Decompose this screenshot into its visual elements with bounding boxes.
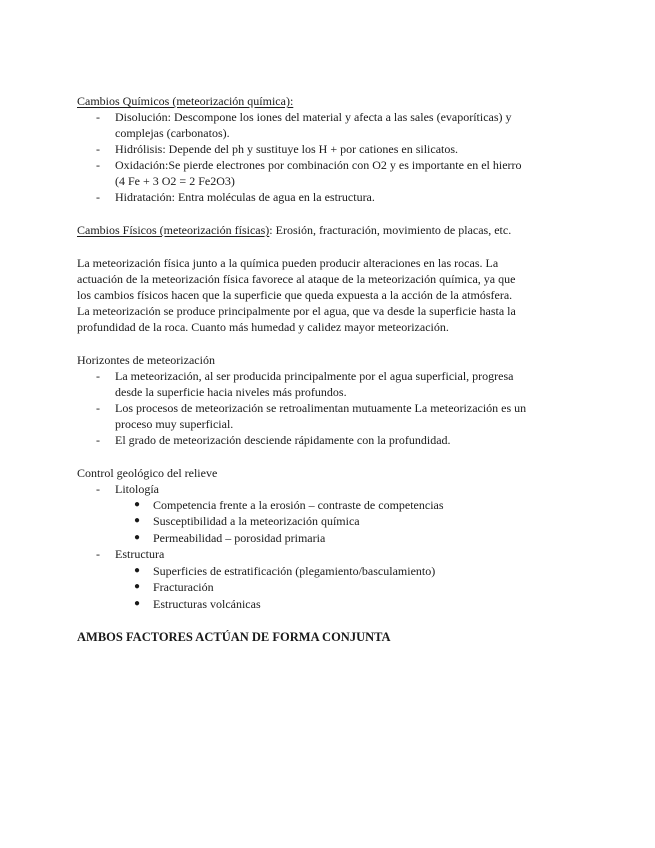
bullet-icon: ● [134, 515, 141, 526]
dash-marker: - [96, 158, 100, 172]
list-item-hidrolisis: Hidrólisis: Depende del ph y sustituye los H + por cationes en silicatos. [115, 142, 459, 156]
bullet-icon: ● [134, 565, 141, 576]
bullet-icon: ● [134, 598, 141, 609]
bullet-icon: ● [134, 532, 141, 543]
dash-marker: - [96, 401, 100, 415]
dash-marker: - [96, 190, 100, 204]
list-item: La meteorización, al ser producida principalmente por el agua superficial, progresa [115, 369, 514, 383]
dash-marker: - [96, 110, 100, 124]
section-fisicos [77, 222, 511, 238]
list-item-cont: proceso muy superficial. [115, 417, 234, 431]
paragraph-line: actuación de la meteorización física favorece al ataque de la meteorización química, ya que [77, 272, 516, 286]
list-item-disolucion-cont: complejas (carbonatos). [115, 126, 230, 140]
conclusion-heading: AMBOS FACTORES ACTÚAN DE FORMA CONJUNTA [77, 630, 391, 644]
section-heading-control: Control geológico del relieve [77, 466, 218, 480]
sub-list-item: Superficies de estratificación (plegamiento/basculamiento) [153, 564, 436, 578]
list-item: El grado de meteorización desciende rápidamente con la profundidad. [115, 433, 451, 447]
list-item: Los procesos de meteorización se retroalimentan mutuamente La meteorización es un [115, 401, 527, 415]
list-item-oxidacion: Oxidación:Se pierde electrones por combinación con O2 y es importante en el hierro [115, 158, 522, 172]
paragraph-line: La meteorización se produce principalmente por el agua, que va desde la superficie hasta la [77, 304, 516, 318]
fisicos-text: : Erosión, fracturación, movimiento de placas, etc. [269, 223, 512, 237]
dash-marker: - [96, 547, 100, 561]
paragraph-line: profundidad de la roca. Cuanto más humedad y calidez mayor meteorización. [77, 320, 449, 334]
dash-marker: - [96, 433, 100, 447]
sub-list-item: Fracturación [153, 580, 214, 594]
dash-marker: - [96, 142, 100, 156]
group-label-estructura: Estructura [115, 547, 165, 561]
section-heading-horizontes: Horizontes de meteorización [77, 353, 215, 367]
section-heading-quimicos: Cambios Químicos (meteorización química): [77, 94, 294, 108]
paragraph-line: los cambios físicos hacen que la superficie que queda expuesta a la acción de la atmósfera. [77, 288, 513, 302]
group-label-litologia: Litología [115, 482, 159, 496]
list-item-oxidacion-cont: (4 Fe + 3 O2 = 2 Fe2O3) [115, 174, 235, 188]
paragraph-line: La meteorización física junto a la química pueden producir alteraciones en las rocas. La [77, 256, 499, 270]
dash-marker: - [96, 369, 100, 383]
sub-list-item: Competencia frente a la erosión – contraste de competencias [153, 498, 444, 512]
bullet-icon: ● [134, 581, 141, 592]
sub-list-item: Permeabilidad – porosidad primaria [153, 531, 326, 545]
list-item-hidratacion: Hidratación: Entra moléculas de agua en la estructura. [115, 190, 375, 204]
sub-list-item: Susceptibilidad a la meteorización química [153, 514, 360, 528]
bullet-icon: ● [134, 499, 141, 510]
list-item-disolucion: Disolución: Descompone los iones del material y afecta a las sales (evaporíticas) y [115, 110, 512, 124]
section-heading-fisicos: Cambios Físicos (meteorización físicas) [77, 223, 270, 237]
dash-marker: - [96, 482, 100, 496]
sub-list-item: Estructuras volcánicas [153, 597, 261, 611]
list-item-cont: desde la superficie hacia niveles más profundos. [115, 385, 347, 399]
